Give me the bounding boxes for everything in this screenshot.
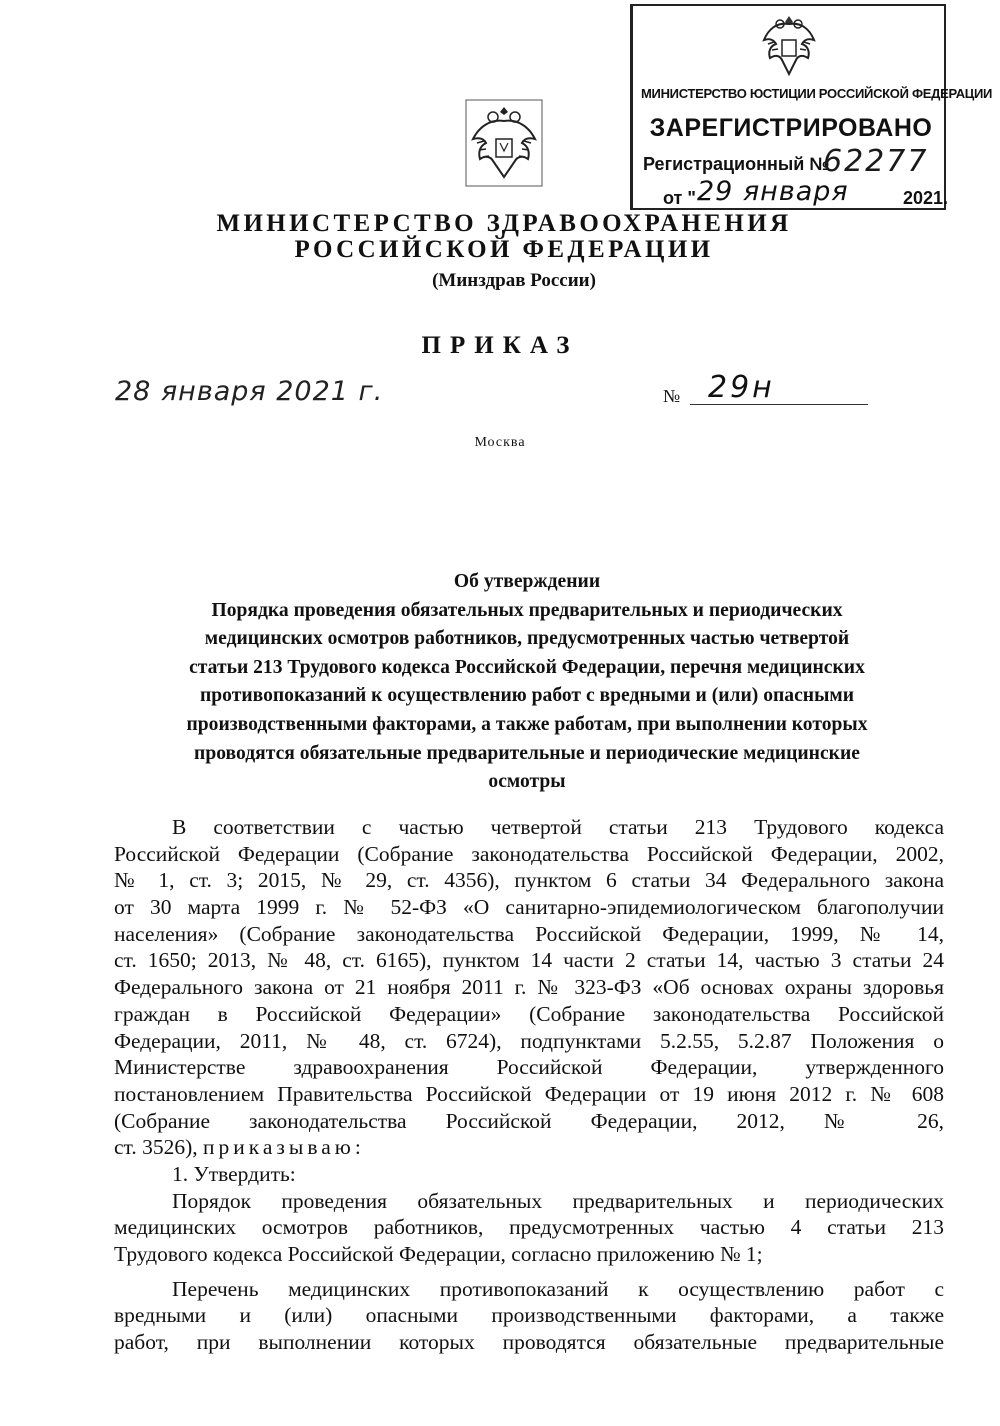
body-line: Трудового кодекса Российской Федерации, согласно приложению № 1;	[114, 1242, 763, 1266]
title-line: статьи 213 Трудового кодекса Российской Федерации, перечня медицинских	[189, 656, 865, 678]
order-verb: приказываю:	[202, 1135, 365, 1160]
body-line: от 30 марта 1999 г. № 52-ФЗ «О санитарно-эпидемиологическом благополучии	[114, 895, 944, 920]
body-line: Федерации, 2011, № 48, ст. 6724), подпунктами 5.2.55, 5.2.87 Положения о	[114, 1028, 944, 1053]
body-line: (Собрание законодательства Российской Федерации, 2012, № 26,	[114, 1108, 944, 1133]
ministry-short-name: (Минздрав России)	[432, 270, 596, 291]
stamp-reg-label: Регистрационный №	[643, 154, 830, 174]
body-line: В соответствии с частью четвертой статьи 213 Трудового кодекса	[172, 815, 944, 839]
order-number: 29н	[708, 370, 775, 405]
city: Москва	[474, 435, 526, 450]
body-line	[114, 1134, 944, 1161]
stamp-status: ЗАРЕГИСТРИРОВАНО	[649, 114, 933, 142]
stamp-ministry: МИНИСТЕРСТВО ЮСТИЦИИ РОССИЙСКОЙ ФЕДЕРАЦИИ	[641, 86, 993, 101]
registration-stamp	[630, 4, 993, 210]
order-date: 28 января 2021 г.	[115, 376, 384, 407]
title-line: осмотры	[488, 771, 566, 793]
body-line: медицинских осмотров работников, предусмотренных частью 4 статьи 213	[114, 1215, 944, 1240]
body-line: работ, при выполнении которых проводятся обязательные предварительные	[114, 1330, 944, 1355]
title-line: Об утверждении	[453, 571, 601, 592]
order-heading: ПРИКАЗ	[421, 332, 579, 359]
body-line: Перечень медицинских противопоказаний к осуществлению работ с	[172, 1276, 944, 1301]
body-line: ст. 1650; 2013, № 48, ст. 6165), пунктом 14 части 2 статьи 14, частью 3 статьи 24	[114, 948, 944, 973]
document-title	[112, 568, 942, 797]
title-line: Порядка проведения обязательных предварительных и периодических	[211, 599, 843, 621]
stamp-date-prefix: от "	[663, 188, 696, 208]
body-line: № 1, ст. 3; 2015, № 29, ст. 4356), пунктом 6 статьи 34 Федерального закона	[114, 868, 944, 893]
ministry-name: МИНИСТЕРСТВО ЗДРАВООХРАНЕНИЯ	[216, 210, 792, 237]
number-sign: №	[663, 386, 681, 406]
ministry-country: РОССИЙСКОЙ ФЕДЕРАЦИИ	[294, 236, 714, 263]
body-line: Федерального закона от 21 ноября 2011 г. № 323-ФЗ «Об основах охраны здоровья	[114, 975, 944, 1000]
title-line: медицинских осмотров работников, предусмотренных частью четвертой	[204, 628, 850, 650]
item-heading: 1. Утвердить:	[172, 1161, 296, 1186]
coat-of-arms-small-icon	[756, 10, 822, 80]
coat-of-arms-icon	[465, 99, 543, 187]
title-line: противопоказаний к осуществлению работ с вредными и (или) опасными	[199, 685, 855, 707]
body-line: граждан в Российской Федерации» (Собрание законодательства Российской	[114, 1001, 944, 1026]
body-text: ст. 3526),	[114, 1135, 198, 1160]
body-line: Министерстве здравоохранения Российской Федерации, утвержденного	[114, 1055, 944, 1080]
stamp-date-handwritten: 29 января	[697, 176, 849, 207]
title-line: производственными факторами, а также работам, при выполнении которых	[186, 713, 868, 735]
stamp-reg-number: 62277	[823, 144, 929, 179]
stamp-date-suffix: 2021.	[903, 188, 949, 208]
document-body	[114, 814, 944, 1356]
body-line: постановлением Правительства Российской Федерации от 19 июня 2012 г. № 608	[114, 1081, 944, 1106]
title-line: проводятся обязательные предварительные и периодические медицинские	[194, 742, 860, 764]
paragraph-gap	[114, 1268, 944, 1276]
body-line: Российской Федерации (Собрание законодательства Российской Федерации, 2002,	[114, 841, 944, 866]
body-line: вредными и (или) опасными производственными факторами, а также	[114, 1303, 944, 1328]
body-line: населения» (Собрание законодательства Российской Федерации, 1999, № 14,	[114, 921, 944, 946]
body-line: Порядок проведения обязательных предварительных и периодических	[172, 1188, 944, 1213]
